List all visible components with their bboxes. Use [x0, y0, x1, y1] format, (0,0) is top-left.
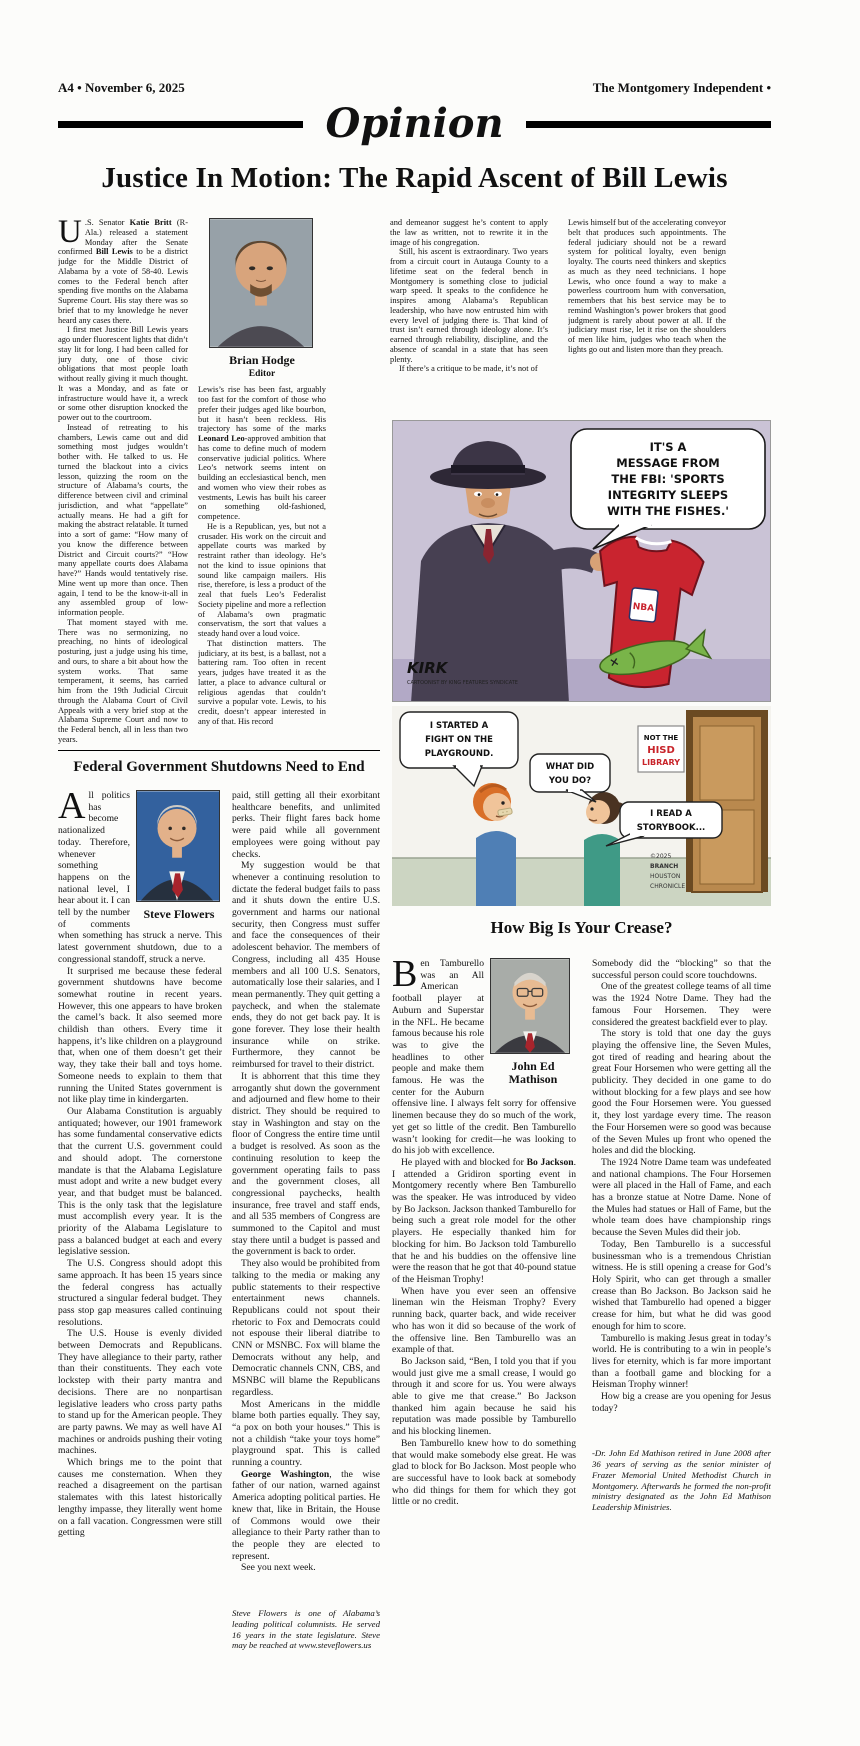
john-ed-mathison-photo: [490, 958, 570, 1054]
paragraph: Our Alabama Constitution is arguably antiquated; however, our 1901 framework has some fundamental conservative edicts that the current U.S. government could and should adopt. The cornerstone mandate is that the Alabama Legislature must adopt and write a new budget every year, and that budget must be balanced. This is the only task that the legislature must accomplish every year. It is the priority of the Alabama Legislature to pass a balanced budget at each and every legislative session.: [58, 1105, 222, 1258]
editor-photo-name: Brian Hodge: [229, 353, 295, 367]
paragraph: My suggestion would be that whenever a continuing resolution to dictate the federal budget fails to pass and it shuts down the entire U.S. government and harms our national security, then Congress must suffer and face the consequences of their adolescent behavior. The members of Congress, including all 435 House members and all 100 U.S. Senators, automatically lose their salaries, and I mean permanently. They quit getting a paycheck, and when the stalemate ends, they do not get back pay. It is gone forever. They lose their health insurance while on strike. Furthermore, they cannot be reimbursed for travel to their district.: [232, 860, 380, 1071]
drop-cap: U: [58, 218, 82, 250]
mathison-photo-name: John Ed Mathison: [508, 1059, 558, 1087]
paragraph: and demeanor suggest he’s content to apply the law as written, not to rewrite it in the image of his congregation.: [390, 218, 548, 247]
section-title: Opinion: [325, 100, 504, 147]
paragraph: The story is told that one day the guys playing the offensive line, the Seven Mules, got tired of reading and hearing about the great Four Horsemen who were getting all the publicity. They decided in one game to do without blocking for a few plays and see how good the Four Horsemen were. You guessed it, they lost yardage every time. The reason the Four Horsemen were so good was because of the Seven Mules up front who opened the holes and did the blocking.: [592, 1028, 771, 1157]
brian-hodge-photo: [209, 218, 313, 348]
main-article-col-1-text: [58, 218, 188, 745]
sign-line: LIBRARY: [641, 758, 681, 767]
bubble-line: STORYBOOK...: [636, 823, 706, 833]
flowers-col-1: [58, 790, 222, 1539]
folio-date: A4 • November 6, 2025: [58, 80, 185, 95]
drop-cap: A: [58, 790, 86, 827]
masthead-rule-right: [526, 121, 771, 128]
paragraph: Lewis’s rise has been fast, arguably too fast for the comfort of those who prefer their judges aged like bourbon, but it hasn’t been reckless. His trajectory has some of the marks Leonard Leo-approved ambition that has come to define much of modern conservative judicial politics. Where Leo’s network seems intent on building an ecclesiastical bench, men and women who view their robes as vestments, Lewis has built his career on something old-fashioned, competence.: [198, 385, 326, 522]
main-article-col-4-text: [568, 218, 726, 355]
sign-line: NOT THE: [643, 734, 679, 742]
paragraph: When have you ever seen an offensive lineman win the Heisman Trophy? Every running back, quarter back, and wide receiver who has won it did so because of the work of the offensive line. Ben Tamburello was an example of that.: [392, 1285, 576, 1356]
mathison-bio: -Dr. John Ed Mathison retired in June 2008 after 36 years of serving as the senior minister of Frazer Memorial United Methodist Church in Montgomery. Afterwards he formed the non-profit ministry designated as the John Ed Mathison Leadership Ministries.: [592, 1448, 771, 1513]
mathison-col-2-text: [592, 958, 771, 1414]
svg-text:BRANCH: BRANCH: [650, 863, 679, 870]
main-article-col-1: [58, 218, 188, 752]
paragraph: Lewis himself but of the accelerating conveyor belt that produces such appointments. The federal judiciary should not be a reward system for political loyalty, even benign loyalty. The courts need thinkers and skeptics as much as they need technicians. I hope Lewis, who once found a way to make a powerless courtroom hum with conversation, remembers that his best service may be to remind Washington’s power brokers that good judgment is rarely about power at all. If the judiciary must rise, let it rise on the shoulders of men like him, judges who teach when the lights go out and listen more than they preach.: [568, 218, 726, 354]
paragraph: It is abhorrent that this time they arrogantly shut down the government and adjourned and flew home to their district. They should be required to stay in Washington and stay on the floor of Congress the entire time until a budget is resolved. As soon as the continuing resolution to keep the government operating fails to pass and the government closes, all congressional paychecks, health insurance, free travel and staff ends, and all 535 members of Congress are summoned to the Capitol and must stay there until a budget is passed and the government is back to order.: [232, 1070, 380, 1258]
main-article-col-2-text: [198, 385, 326, 726]
boy-with-bandage: [473, 783, 516, 906]
paragraph: Today, Ben Tamburello is a successful businessman who is a tremendous Christian witness. He is still opening a crease for God’s Holy Spirit, who can get through a smaller crease than Bo Jackson. Bo Jackson said he wished that Tamburello had opened a bigger crease for him, but what he did was good enough for him to score.: [592, 1238, 771, 1332]
paragraph: Which brings me to the point that causes me consternation. When they reached a disagreement on the partisan stalemates with this latest historically lengthy impasse, they literally went home on a fall vacation. Congressmen were still getting: [58, 1457, 222, 1539]
bubble-line: FIGHT ON THE: [425, 735, 493, 745]
folio-row: [58, 80, 771, 96]
paragraph: One of the greatest college teams of all time was the 1924 Notre Dame. They had the famous Four Horsemen. They were considered the greatest backfield ever to play.: [592, 981, 771, 1028]
door: [686, 710, 768, 892]
svg-text:CHRONICLE: CHRONICLE: [650, 883, 686, 890]
paragraph: Bo Jackson said, “Ben, I told you that if you would just give me a small crease, I would go through it and score for us. You were always able to give me that crease.” Bo Jackson thanked him again because he said his reputation was made possible by Tamburello and his blocking linemen.: [392, 1355, 576, 1438]
main-article-col-3: [390, 218, 548, 418]
paragraph: How big a crease are you opening for Jesus today?: [592, 1391, 771, 1414]
masthead-rule-left: [58, 121, 303, 128]
editorial-cartoon-fbi: [392, 420, 771, 702]
paragraph: That moment stayed with me. There was no sermonizing, no preaching, no hints of ideological posturing, just a judge using his time, and ours, to share a bit about how the system works. That same temperament, it seems, has carried him from the 19th Judicial Circuit through the Alabama Court of Civil Appeals with a very brief stop at the Alabama Supreme Court and now to the Federal bench, all in less than two years.: [58, 617, 188, 744]
bubble-line: PLAYGROUND.: [424, 749, 494, 759]
paragraph: He is a Republican, yes, but not a crusader. His work on the circuit and appellate courts was marked by restraint rather than ideology. He’s not the kind to issue opinions that sound like campaign mailers. His rise, therefore, is less a product of the zeal that fuels Leo’s Federalist Society pipeline and more a reflection of Alabama’s own pragmatic conservatism, the sort that values a steady hand over a loud voice.: [198, 521, 326, 639]
john-ed-mathison-photocard: [490, 958, 576, 1087]
flowers-col-2: [232, 790, 380, 1651]
bubble-line: YOU DO?: [548, 776, 592, 786]
flowers-headline: Federal Government Shutdowns Need to End: [58, 750, 380, 776]
paragraph: They also would be prohibited from talking to the media or making any public statements to their respective entertainment news channels. Republicans could not spout their rhetoric to Fox and Democrats could not espouse their liberal diatribe to CNN or MSNBC. Fox will blame the Democrats without any help, and Democratic channels CNN, CBS, and MSNBC will blame the Republicans regardless.: [232, 1258, 380, 1398]
library-sign: [638, 726, 684, 772]
paragraph: Tamburello is making Jesus great in today’s world. He is contributing to a win in people’s lives for eternity, which is far more important than a football game and blocking for a Heisman Trophy winner!: [592, 1332, 771, 1391]
mathison-col-2: [592, 958, 771, 1513]
bubble-line: THE FBI: 'SPORTS: [611, 472, 725, 486]
main-article-col-4: [568, 218, 726, 418]
paragraph: I first met Justice Bill Lewis years ago under fluorescent lights that didn’t stay lit for long. I had been called for jury duty, one of those civic obligations that most people loath without really giving it much thought. It was a Monday, and as fate or infrastructure would have it, a wreck or some other disruption knocked the power out to the courtroom.: [58, 325, 188, 422]
paragraph: The U.S. Congress should adopt this same approach. It has been 15 years since the federal congress has actually structured a singular federal budget. They pass stop gap measures called continuing resolutions.: [58, 1258, 222, 1328]
paragraph: He played with and blocked for Bo Jackson. I attended a Gridiron sporting event in Montgomery recently where Ben Tamburello was the speaker. He was introduced by video by Bo Jackson. Jackson thanked Tamburello for being such a great role model for the other players. He especially thanked him for blocking for him. Bo Jackson told Tamburello that he and his buddies on the offensive line were the reason that he got that 40-pound statue of the Heisman Trophy!: [392, 1156, 576, 1285]
bubble-line: I READ A: [650, 809, 692, 819]
paragraph: ll politics has become nationalized today. Therefore, whenever something happens on the national level, I hear about it. I can tell by the number of comments when something has struck a nerve. This latest government shutdown, due to a congressional standoff, struck a nerve.: [58, 790, 222, 965]
steve-flowers-photo: [136, 790, 220, 902]
bubble-line: WITH THE FISHES.': [607, 504, 729, 518]
section-masthead: [58, 100, 771, 147]
editor-photo-role: Editor: [248, 369, 276, 380]
main-headline: Justice In Motion: The Rapid Ascent of Bill Lewis: [101, 162, 728, 194]
bubble-line: WHAT DID: [545, 762, 595, 772]
paragraph: See you next week.: [241, 1562, 316, 1574]
paragraph: Ben Tamburello knew how to do something that would make somebody else great. He was glad to block for Bo Jackson. Most people who are successful have to look back at somebody who did things for them for which they got little or no credit.: [392, 1437, 576, 1508]
editor-photo-figure: [209, 218, 315, 380]
sign-line: HISD: [647, 745, 675, 756]
svg-text:©2025: ©2025: [650, 853, 672, 860]
bubble-line: I STARTED A: [429, 721, 489, 731]
paragraph: en Tamburello was an All American football player at Auburn and Superstar in the NFL. He became famous because his role was to give the headlines to other people and make them famous. He was the center for the Auburn offensive line. I always felt sorry for offensive linemen because they do so much of the work, yet get so little of the credit. Ben Tamburello wasn’t looking for credit—he was looking to do his job with excellence.: [392, 958, 576, 1157]
folio-paper-name: The Montgomery Independent •: [592, 80, 771, 95]
cartoonist-signature: KIRK: [407, 659, 448, 677]
bubble-line: IT'S A: [649, 440, 687, 454]
mathison-headline: How Big Is Your Crease?: [490, 918, 673, 937]
steve-flowers-photocard: [136, 790, 222, 921]
paragraph: If there’s a critique to be made, it’s not of: [399, 364, 538, 374]
drop-cap: B: [392, 958, 418, 995]
paragraph: George Washington, the wise father of our nation, warned against America adopting political parties. He knew that, like in Britain, the House of Commons would owe their allegiance to their Party rather than to the people they are elected to represent.: [232, 1468, 380, 1562]
nba-logo-label: NBA: [632, 601, 655, 615]
cartoon-credit: CARTOONIST BY KING FEATURES SYNDICATE: [407, 680, 518, 686]
paragraph: Still, his ascent is extraordinary. Two years from a circuit court in Autauga County to a lifetime seat on the federal bench in Montgomery is something close to judicial warp speed. It speaks to the confidence he inspires among Alabama’s Republican leadership, who have now entrusted him with every level of judging there is. That kind of trust isn’t earned through ideology alone. It’s earned through reliability, discipline, and the absence of scandal in a state that has seen plenty.: [390, 247, 548, 364]
flowers-col-2-text: [232, 790, 380, 1574]
paragraph: The U.S. House is evenly divided between Democrats and Republicans. They have allegiance to their party, rather than their constituents. They each vote lockstep with their party mantra and decisions. There are no nonpartisan legislative leaders who cross party paths to stand up for the American people. They are party pawns. We may as well have AI machines or androids pushing their voting machines.: [58, 1328, 222, 1457]
paragraph: paid, still getting all their exorbitant healthcare benefits, and unlimited perks. Their flight fares back home were paid while all government employees were going without pay checks.: [232, 790, 380, 860]
flowers-bio: Steve Flowers is one of Alabama’s leading political columnists. He served 16 years in the state legislature. Steve may be reached at www.steveflowers.us: [232, 1608, 380, 1651]
mathison-col-1: [392, 958, 576, 1508]
paragraph: .S. Senator Katie Britt (R-Ala.) released a statement Monday after the Senate confirmed Bill Lewis to be a district judge for the Middle District of Alabama by a vote of 58-40. Lewis comes to the Federal bench after spending five months on the Alabama Supreme Court. His stay there was so brief that to my knowledge he never heard any cases there.: [58, 218, 188, 325]
paragraph: Instead of retreating to his chambers, Lewis came out and did something most judges wouldn’t bother with. He talked to us. He turned the blackout into a civics lesson, quizzing the room on the structure of Alabama’s courts, the difference between civil and criminal jurisdiction, and what “appellate” actually means. He had a gift for making the abstract relatable. It turned into a sort of game: “How many of you know the difference between District and Circuit courts?” “How many appellate courts does Alabama have?” Hands would tentatively rise. Mine went up more than once. Then again, I tend to be the know-it-all in any assembled group of low-information people.: [58, 422, 188, 617]
paragraph: That distinction matters. The judiciary, at its best, is a ballast, not a battering ram. Too often in recent years, judges have treated it as the latter, a place to advance cultural or religious agendas that couldn’t survive a popular vote. Lewis, to his credit, doesn’t appear interested in any of that. His record: [198, 638, 326, 726]
main-article-col-2: [198, 218, 326, 754]
editorial-cartoon-playground: [392, 706, 771, 906]
svg-text:HOUSTON: HOUSTON: [650, 873, 681, 880]
paragraph: Somebody did the “blocking” so that the successful person could score touchdowns.: [592, 958, 771, 981]
bubble-line: MESSAGE FROM: [616, 456, 720, 470]
paragraph: The 1924 Notre Dame team was undefeated and national champions. The Four Horsemen were all placed in the Hall of Fame, and each has a bronze statue at Notre Dame. None of the Mules had statues or Hall of Fame, but the whole team does have championship rings because the Seven Mules did their job.: [592, 1156, 771, 1239]
bubble-line: INTEGRITY SLEEPS: [607, 488, 729, 502]
paragraph: It surprised me because these federal government shutdowns have become somewhat routine in recent years. However, this one appears to have broken the camel’s back. It also seemed more childish than others. Every time it happens, it’s like children on a playground that, when one of them doesn’t get their way, they take their ball and toys home. Someone needs to explain to them that running the United States government is not like play time in kindergarten.: [58, 965, 222, 1106]
flowers-photo-name: Steve Flowers: [143, 907, 215, 921]
main-article-col-3-text: [390, 218, 548, 374]
paragraph: Most Americans in the middle blame both parties equally. They say, “a pox on both your houses.” This is not a childish “take your toys home” playground spat. This is called running a country.: [232, 1398, 380, 1469]
